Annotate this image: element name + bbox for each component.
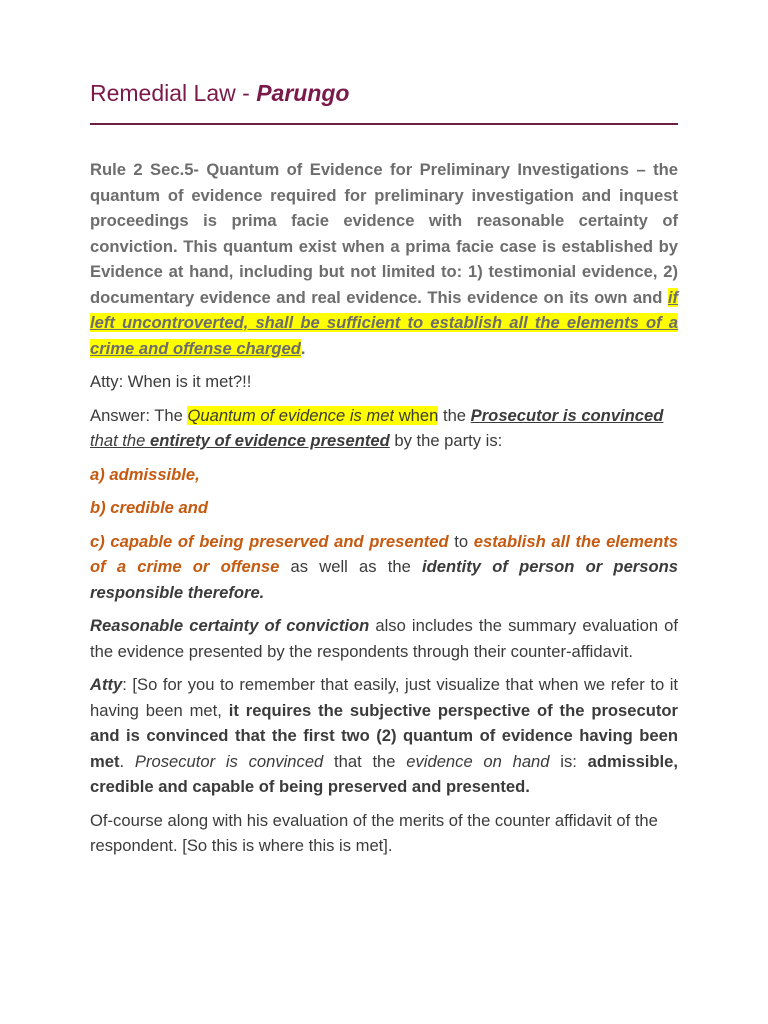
answer-highlight-quantum: Quantum of evidence is met <box>187 405 395 425</box>
answer-paragraph <box>90 403 678 454</box>
list-item-a: a) admissible, <box>90 464 200 484</box>
atty-note-text-3: that the <box>323 751 407 771</box>
header-title-prefix: Remedial Law - <box>90 80 257 106</box>
atty-note-text-1: : [So for you to remember that easily, just visualize that when we refer to it having been met, <box>90 675 678 720</box>
reasonable-certainty-paragraph <box>90 613 678 664</box>
header-author: Parungo <box>256 80 350 106</box>
list-c-mid: as well as the <box>279 557 423 576</box>
atty-note-text-4: is: <box>549 751 588 771</box>
answer-prefix: Answer: The <box>90 405 188 425</box>
header-divider <box>90 123 678 125</box>
atty-note-italic-1: Prosecutor is convinced <box>134 751 324 771</box>
answer-highlight-when: when <box>394 405 439 425</box>
closing-paragraph: Of-course along with his evaluation of the merits of the counter affidavit of the respondent. [So this is where this is met]. <box>90 810 658 855</box>
list-c-part3: identity of person or persons responsible therefore. <box>90 557 678 602</box>
atty-note-bold-1: it requires the subjective perspective of the prosecutor and is convinced that the first two (2) quantum of evidence having been met <box>90 700 678 771</box>
list-item-c <box>90 529 678 606</box>
rule-text-end: . <box>300 338 306 358</box>
reasonable-lead: Reasonable certainty of conviction <box>90 616 370 635</box>
reasonable-rest: also includes the summary evaluation of the evidence presented by the respondents through their counter-affidavit. <box>90 616 678 661</box>
highlighted-clause: if left uncontroverted, shall be sufficient to establish all the elements of a crime and offense charged <box>90 287 678 358</box>
answer-that-the: that the <box>90 431 150 450</box>
answer-entirety: entirety of evidence presented <box>149 431 390 450</box>
document-body <box>90 157 678 867</box>
answer-mid: the <box>438 405 471 425</box>
atty-note-bold-2: admissible, credible and capable of being preserved and presented. <box>90 751 678 796</box>
rule-text: Rule 2 Sec.5- Quantum of Evidence for Preliminary Investigations – the quantum of evidence required for preliminary investigation and inquest proceedings is prima facie evidence with reasonable certainty of conviction. This quantum exist when a prima facie case is established by Evidence at hand, including but not limited to: 1) testimonial evidence, 2) documentary evidence and real evidence. This evidence on its own and <box>90 160 678 307</box>
list-c-part1: c) capable of being preserved and presented <box>90 531 449 551</box>
header-title <box>90 78 678 108</box>
atty-question: Atty: When is it met?!! <box>90 372 252 391</box>
answer-prosecutor: Prosecutor is convinced <box>470 405 664 425</box>
page-header <box>90 78 678 108</box>
list-c-to: to <box>448 531 474 551</box>
answer-suffix: by the party is: <box>389 431 503 450</box>
atty-note-paragraph <box>90 672 678 800</box>
list-item-b: b) credible and <box>90 498 209 517</box>
paragraph-rule-2-sec-5 <box>90 157 678 361</box>
atty-label: Atty <box>90 675 123 694</box>
atty-note-text-2: . <box>119 751 135 771</box>
atty-note-italic-2: evidence on hand <box>406 751 550 771</box>
list-c-part2: establish all the elements of a crime or offense <box>90 531 679 576</box>
